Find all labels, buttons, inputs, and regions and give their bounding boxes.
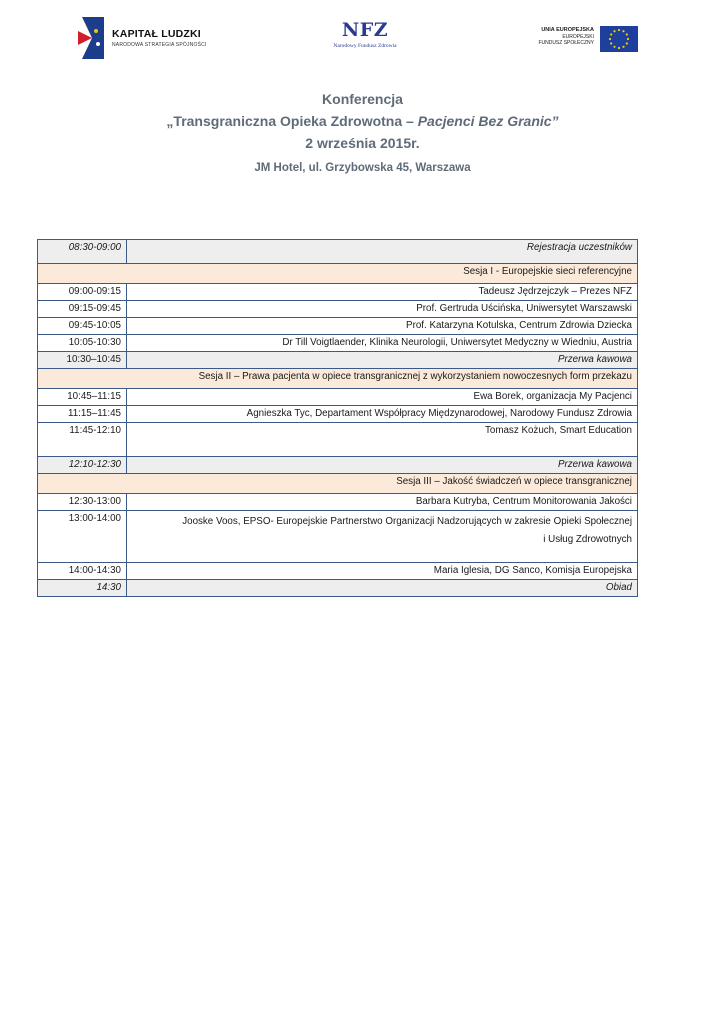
- table-row: [38, 563, 638, 580]
- table-row: [38, 284, 638, 301]
- row-label: Ewa Borek, organizacja My Pacjenci: [127, 389, 638, 406]
- nfz-title: NFZ: [341, 19, 389, 41]
- row-label: Obiad: [127, 580, 638, 597]
- row-time: 09:00-09:15: [38, 284, 127, 301]
- eu-logo: [526, 26, 638, 52]
- row-time: 14:30: [38, 580, 127, 597]
- row-label: Tomasz Kożuch, Smart Education: [127, 423, 638, 457]
- row-label: Prof. Gertruda Uścińska, Uniwersytet Warszawski: [127, 301, 638, 318]
- eu-logo-line2: EUROPEJSKI: [562, 33, 594, 40]
- heading-conference-name: [0, 110, 725, 132]
- heading-name-italic: Pacjenci Bez Granic”: [417, 113, 559, 129]
- row-time: 12:30-13:00: [38, 494, 127, 511]
- row-time: 11:45-12:10: [38, 423, 127, 457]
- row-time: 09:15-09:45: [38, 301, 127, 318]
- row-label-line1: Jooske Voos, EPSO- Europejskie Partnerstwo Organizacji Nadzorujących w zakresie Opieki Społecznej: [182, 516, 632, 527]
- heading-venue: JM Hotel, ul. Grzybowska 45, Warszawa: [254, 162, 471, 174]
- table-row: [38, 406, 638, 423]
- row-label: Przerwa kawowa: [127, 457, 638, 474]
- kapital-ludzki-subtitle: NARODOWA STRATEGIA SPÓJNOŚCI: [112, 42, 207, 48]
- table-row: [38, 240, 638, 264]
- row-time: 13:00-14:00: [38, 511, 127, 563]
- break-row: [38, 457, 638, 474]
- heading-name-plain: „Transgraniczna Opieka Zdrowotna –: [166, 113, 418, 129]
- nfz-logo: [320, 20, 410, 54]
- row-time: 10:30–10:45: [38, 352, 127, 369]
- row-label: Dr Till Voigtlaender, Klinika Neurologii, Uniwersytet Medyczny w Wiedniu, Austria: [127, 335, 638, 352]
- row-label: Maria Iglesia, DG Sanco, Komisja Europejska: [127, 563, 638, 580]
- row-label: Tadeusz Jędrzejczyk – Prezes NFZ: [127, 284, 638, 301]
- table-row: [38, 335, 638, 352]
- kapital-ludzki-logo: [78, 17, 218, 59]
- table-row: [38, 423, 638, 457]
- kapital-ludzki-title: KAPITAŁ LUDZKI: [112, 28, 201, 40]
- eu-logo-line3: FUNDUSZ SPOŁECZNY: [538, 40, 594, 46]
- session-row: [38, 474, 638, 494]
- row-time: 09:45-10:05: [38, 318, 127, 335]
- row-label: Prof. Katarzyna Kotulska, Centrum Zdrowia Dziecka: [127, 318, 638, 335]
- eu-logo-text: [538, 27, 594, 47]
- session-row: [38, 369, 638, 389]
- row-time: 14:00-14:30: [38, 563, 127, 580]
- break-row: [38, 352, 638, 369]
- kapital-ludzki-emblem-icon: [78, 17, 104, 59]
- row-label: Barbara Kutryba, Centrum Monitorowania Jakości: [127, 494, 638, 511]
- conference-heading: [0, 88, 725, 176]
- session-row: [38, 264, 638, 284]
- nfz-subtitle: Narodowy Fundusz Zdrowia: [333, 43, 397, 49]
- session-label: Sesja II – Prawa pacjenta w opiece transgranicznej z wykorzystaniem nowoczesnych form przekazu: [38, 369, 638, 389]
- table-row: [38, 318, 638, 335]
- row-time: 08:30-09:00: [38, 240, 127, 264]
- heading-date: 2 września 2015r.: [305, 135, 420, 151]
- session-label: Sesja III – Jakość świadczeń w opiece transgranicznej: [38, 474, 638, 494]
- row-time: 11:15–11:45: [38, 406, 127, 423]
- row-label: Przerwa kawowa: [127, 352, 638, 369]
- table-row: [38, 511, 638, 563]
- table-row: [38, 389, 638, 406]
- eu-logo-line1: UNIA EUROPEJSKA: [541, 27, 594, 33]
- table-row: [38, 301, 638, 318]
- row-label-line2: i Usług Zdrowotnych: [543, 534, 632, 545]
- schedule-table: [37, 239, 638, 597]
- lunch-row: [38, 580, 638, 597]
- row-time: 10:45–11:15: [38, 389, 127, 406]
- session-label: Sesja I - Europejskie sieci referencyjne: [38, 264, 638, 284]
- heading-title: Konferencja: [322, 91, 403, 107]
- eu-flag-icon: [600, 26, 638, 52]
- row-time: 12:10-12:30: [38, 457, 127, 474]
- row-label: [127, 511, 638, 563]
- row-label: Rejestracja uczestników: [127, 240, 638, 264]
- table-row: [38, 494, 638, 511]
- row-label: Agnieszka Tyc, Departament Współpracy Międzynarodowej, Narodowy Fundusz Zdrowia: [127, 406, 638, 423]
- row-time: 10:05-10:30: [38, 335, 127, 352]
